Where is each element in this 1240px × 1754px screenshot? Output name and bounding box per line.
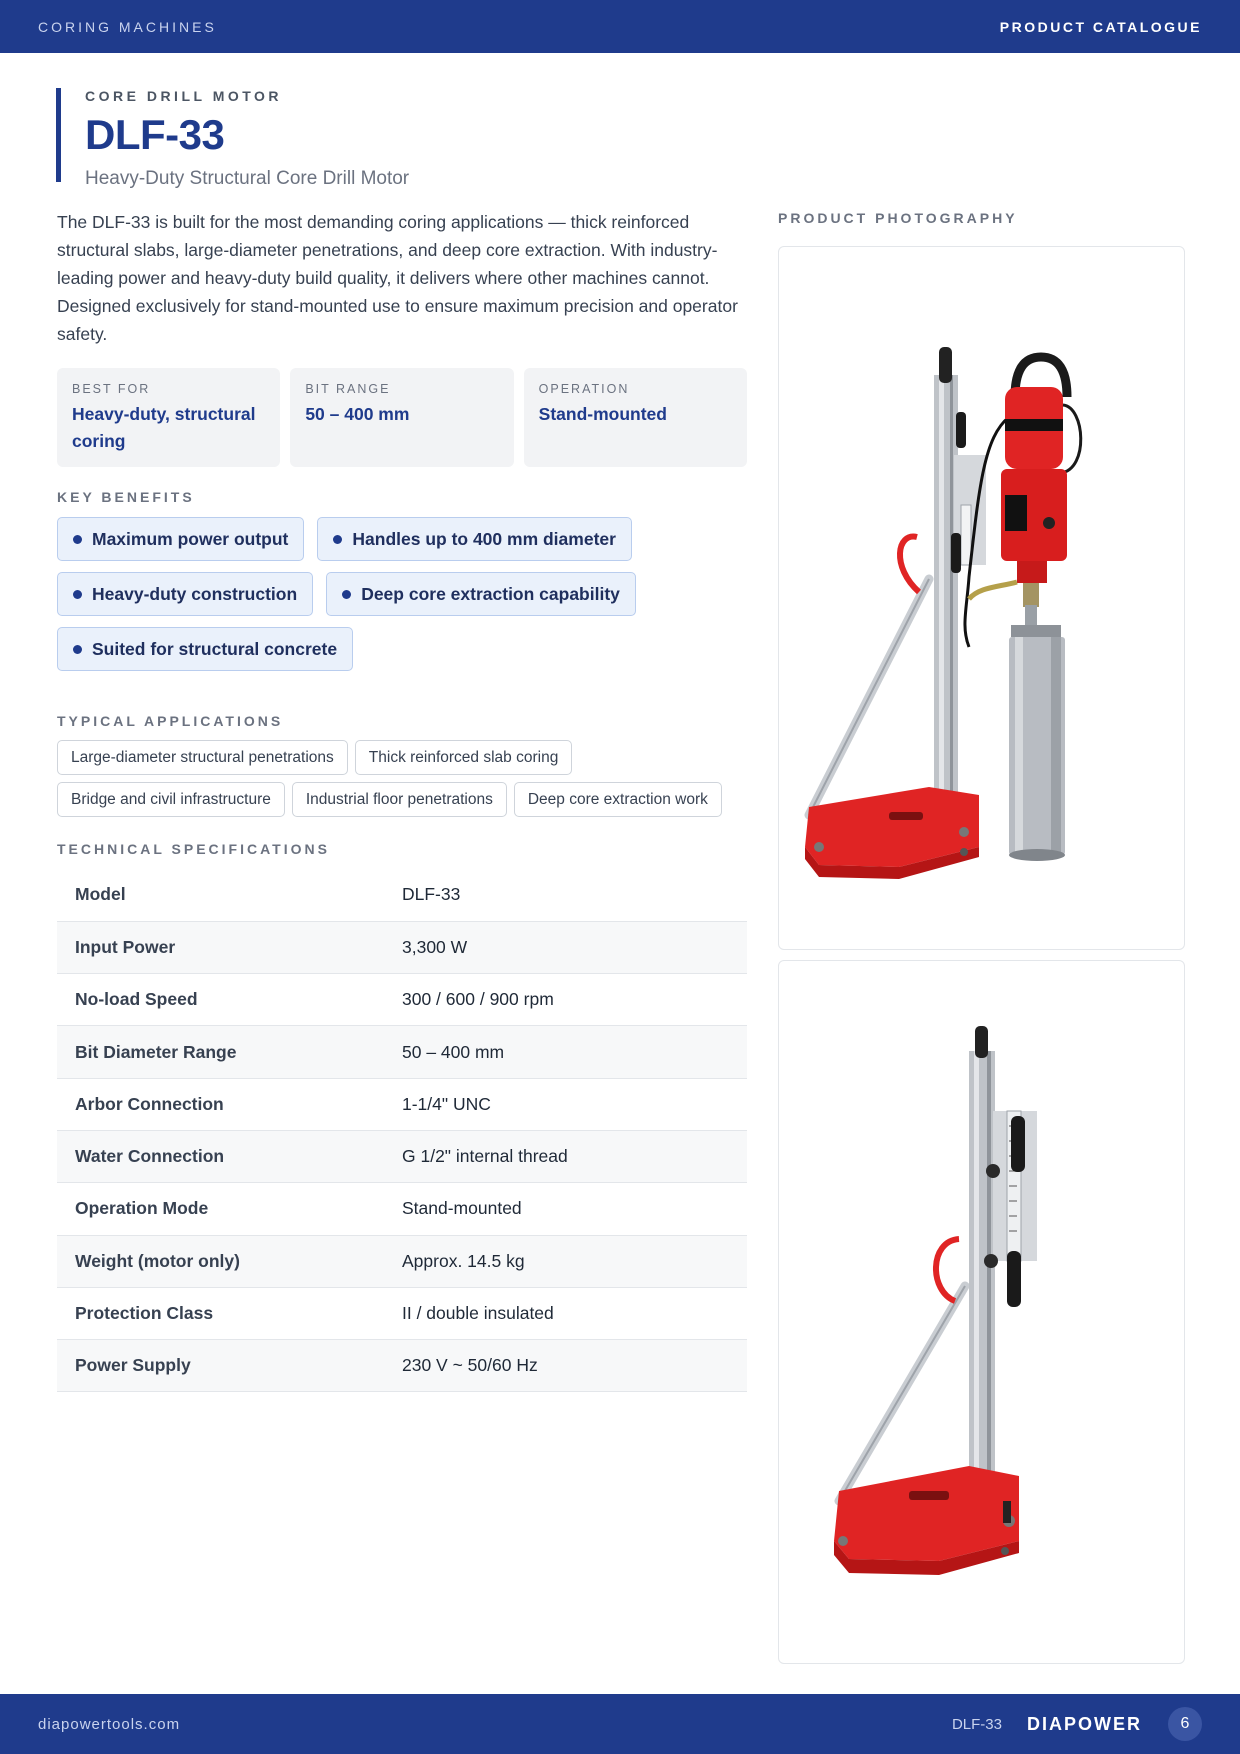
key-benefits-heading: KEY BENEFITS bbox=[57, 489, 195, 505]
table-row bbox=[57, 1287, 747, 1339]
card-value: Stand-mounted bbox=[538, 404, 667, 424]
card-label: BEST FOR bbox=[72, 382, 151, 396]
table-row bbox=[57, 1078, 747, 1130]
card-label: BIT RANGE bbox=[305, 382, 391, 396]
table-row bbox=[57, 1235, 747, 1287]
bullet-icon bbox=[73, 535, 82, 544]
application-tag: Bridge and civil infrastructure bbox=[57, 782, 285, 817]
photography-heading: PRODUCT PHOTOGRAPHY bbox=[778, 210, 1018, 226]
spec-key: Water Connection bbox=[57, 1130, 402, 1182]
bullet-icon bbox=[333, 535, 342, 544]
spec-value: 300 / 600 / 900 rpm bbox=[402, 974, 747, 1026]
benefit-label: Handles up to 400 mm diameter bbox=[352, 528, 616, 549]
website-link[interactable]: diapowertools.com bbox=[38, 1715, 181, 1733]
benefit-item bbox=[326, 572, 636, 616]
summary-card-operation bbox=[524, 368, 747, 467]
benefit-item bbox=[57, 627, 353, 671]
summary-card-bit-range bbox=[290, 368, 513, 467]
specs-table bbox=[57, 869, 747, 1392]
brand-logo: DIAPOWER bbox=[1027, 1713, 1142, 1734]
bullet-icon bbox=[73, 645, 82, 654]
application-tag: Thick reinforced slab coring bbox=[355, 740, 573, 775]
benefit-item bbox=[57, 517, 304, 561]
spec-key: Power Supply bbox=[57, 1340, 402, 1392]
table-row bbox=[57, 921, 747, 973]
bullet-icon bbox=[73, 590, 82, 599]
benefit-label: Heavy-duty construction bbox=[92, 583, 298, 604]
card-value: 50 – 400 mm bbox=[305, 404, 410, 424]
page-number: 6 bbox=[1168, 1707, 1202, 1741]
table-row bbox=[57, 974, 747, 1026]
product-details bbox=[57, 208, 747, 1392]
product-photography bbox=[778, 210, 1185, 1664]
spec-value: Approx. 14.5 kg bbox=[402, 1235, 747, 1287]
spec-key: No-load Speed bbox=[57, 974, 402, 1026]
spec-key: Model bbox=[57, 869, 402, 921]
product-subtitle: Heavy-Duty Structural Core Drill Motor bbox=[85, 168, 410, 189]
table-row bbox=[57, 1340, 747, 1392]
benefit-item bbox=[57, 572, 313, 616]
spec-value: 230 V ~ 50/60 Hz bbox=[402, 1340, 747, 1392]
product-intro: The DLF-33 is built for the most demanding coring applications — thick reinforced structural slabs, large-diameter penetrations, and deep core extraction. With industry-leading power and heavy-duty build quality, it delivers where other machines cannot. Designed exclusively for stand-mounted use to ensure maximum precision and operator safety. bbox=[57, 212, 738, 344]
applications-list bbox=[57, 740, 747, 817]
bullet-icon bbox=[342, 590, 351, 599]
benefit-label: Maximum power output bbox=[92, 528, 289, 549]
core-drill-stand-illustration bbox=[779, 961, 1185, 1664]
table-row bbox=[57, 1183, 747, 1235]
card-value: Heavy-duty, structural coring bbox=[72, 404, 256, 451]
summary-cards bbox=[57, 368, 747, 467]
summary-card-best-for bbox=[57, 368, 280, 467]
core-drill-rig-with-bit-illustration bbox=[779, 247, 1185, 950]
specs-heading: TECHNICAL SPECIFICATIONS bbox=[57, 841, 330, 857]
spec-key: Operation Mode bbox=[57, 1183, 402, 1235]
catalogue-label: PRODUCT CATALOGUE bbox=[999, 18, 1202, 35]
footer-bar bbox=[0, 1694, 1240, 1754]
spec-key: Bit Diameter Range bbox=[57, 1026, 402, 1078]
product-photo-side bbox=[778, 960, 1185, 1664]
application-tag: Industrial floor penetrations bbox=[292, 782, 507, 817]
spec-value: 3,300 W bbox=[402, 921, 747, 973]
spec-key: Weight (motor only) bbox=[57, 1235, 402, 1287]
product-photo-front bbox=[778, 246, 1185, 950]
table-row bbox=[57, 869, 747, 921]
footer-model: DLF-33 bbox=[951, 1715, 1002, 1733]
spec-key: Protection Class bbox=[57, 1287, 402, 1339]
top-bar bbox=[0, 0, 1240, 53]
applications-heading: TYPICAL APPLICATIONS bbox=[57, 713, 284, 729]
application-tag: Large-diameter structural penetrations bbox=[57, 740, 348, 775]
card-label: OPERATION bbox=[538, 382, 630, 396]
spec-value: Stand-mounted bbox=[402, 1183, 747, 1235]
spec-value: II / double insulated bbox=[402, 1287, 747, 1339]
benefit-label: Deep core extraction capability bbox=[361, 583, 620, 604]
product-title: DLF-33 bbox=[85, 111, 225, 158]
spec-value: 1-1/4" UNC bbox=[402, 1078, 747, 1130]
key-benefits-list bbox=[57, 517, 747, 671]
table-row bbox=[57, 1026, 747, 1078]
spec-key: Arbor Connection bbox=[57, 1078, 402, 1130]
section-label: CORING MACHINES bbox=[38, 18, 217, 35]
spec-value: DLF-33 bbox=[402, 869, 747, 921]
product-category: CORE DRILL MOTOR bbox=[85, 88, 283, 104]
spec-value: 50 – 400 mm bbox=[402, 1026, 747, 1078]
spec-value: G 1/2" internal thread bbox=[402, 1130, 747, 1182]
title-block bbox=[56, 88, 410, 189]
spec-key: Input Power bbox=[57, 921, 402, 973]
benefit-label: Suited for structural concrete bbox=[92, 638, 338, 659]
table-row bbox=[57, 1130, 747, 1182]
benefit-item bbox=[317, 517, 632, 561]
application-tag: Deep core extraction work bbox=[514, 782, 722, 817]
